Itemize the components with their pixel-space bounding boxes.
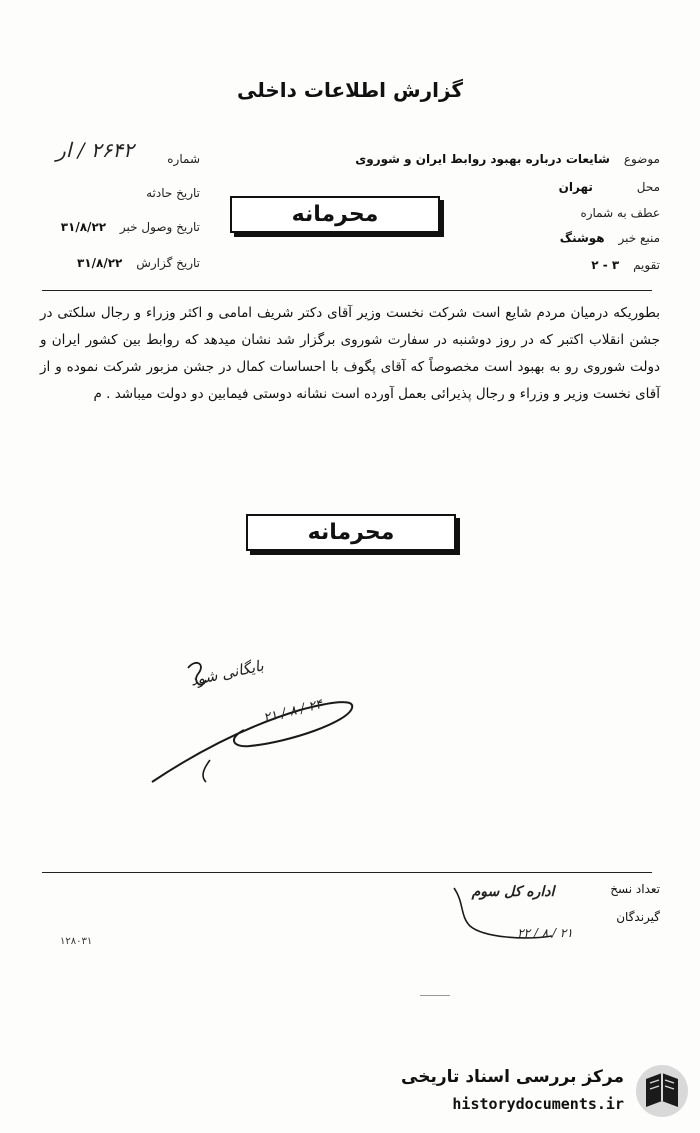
event-date-row [40, 186, 200, 200]
watermark [370, 1055, 690, 1127]
location-value: تهران [558, 180, 593, 194]
document-title: گزارش اطلاعات داخلی [236, 78, 464, 102]
report-body: بطوریکه درمیان مردم شایع است شرکت نخست وزیر آقای دکتر شریف امامی و اکثر وزراء و رجال سلکتی در جشن انقلاب اکتبر که در روز دوشنبه در سفارت شوروی برگزار شد نشان میدهد که روابط بین کشور ایران و دولت شوروی رو به بهبود است مخصوصاً که آقای پگوف با احساسات کمال در جشن مزبور شرکت نموده و از آقای نخست وزیر و وزراء و رجال پذیرائی بعمل آورده است نشانه دوستی فیمابین دو دولت میباشد . م [40, 305, 660, 402]
receipt-date-row [30, 220, 200, 234]
number-handwritten: ۲۶۴۲ / ار [56, 138, 134, 162]
book-emblem-icon [634, 1061, 690, 1121]
source-row [440, 231, 660, 245]
report-date-row [30, 256, 200, 270]
reference-row [500, 206, 660, 220]
assessment-value: ۳ - ۲ [591, 258, 620, 272]
footer-divider [42, 872, 652, 873]
subject-label: موضوع [623, 152, 660, 166]
subject-value: شایعات درباره بهبود روابط ایران و شوروی [355, 152, 610, 166]
confidential-stamp-top: محرمانه [230, 196, 440, 233]
report-date-label: تاریخ گزارش [136, 256, 200, 270]
number-label: شماره [167, 152, 200, 166]
source-label: منبع خبر [618, 231, 660, 245]
subject-row [320, 152, 660, 166]
receipt-date-value: ۳۱/۸/۲۲ [60, 220, 107, 234]
source-value: هوشنگ [559, 231, 605, 245]
receipt-date-label: تاریخ وصول خبر [119, 220, 200, 234]
handwritten-department-date: ۲۲ / ۸ / ۲۱ [517, 926, 573, 940]
watermark-url: historydocuments.ir [452, 1095, 624, 1113]
handwritten-department-note: اداره کل سوم [471, 884, 555, 900]
location-label: محل [636, 180, 660, 194]
recipients-label: گیرندگان [616, 910, 660, 924]
watermark-name: مرکز بررسی اسناد تاریخی [401, 1067, 624, 1087]
faint-mark [420, 995, 450, 996]
assessment-row [500, 258, 660, 272]
form-code: ۱۲۸۰۳۱ [60, 936, 93, 947]
report-date-value: ۳۱/۸/۲۲ [76, 256, 123, 270]
confidential-stamp-middle: محرمانه [246, 514, 456, 551]
header-divider [42, 290, 652, 291]
handwritten-archive-note: بایگانی شود [188, 656, 266, 690]
event-date-label: تاریخ حادثه [146, 186, 200, 200]
handwritten-archive-date: ۲۱ / ۸ / ۲۴ [261, 696, 325, 727]
location-row [420, 180, 660, 194]
reference-label: عطف به شماره [580, 206, 660, 220]
copies-label: تعداد نسخ [610, 882, 660, 896]
assessment-label: تقویم [633, 258, 660, 272]
